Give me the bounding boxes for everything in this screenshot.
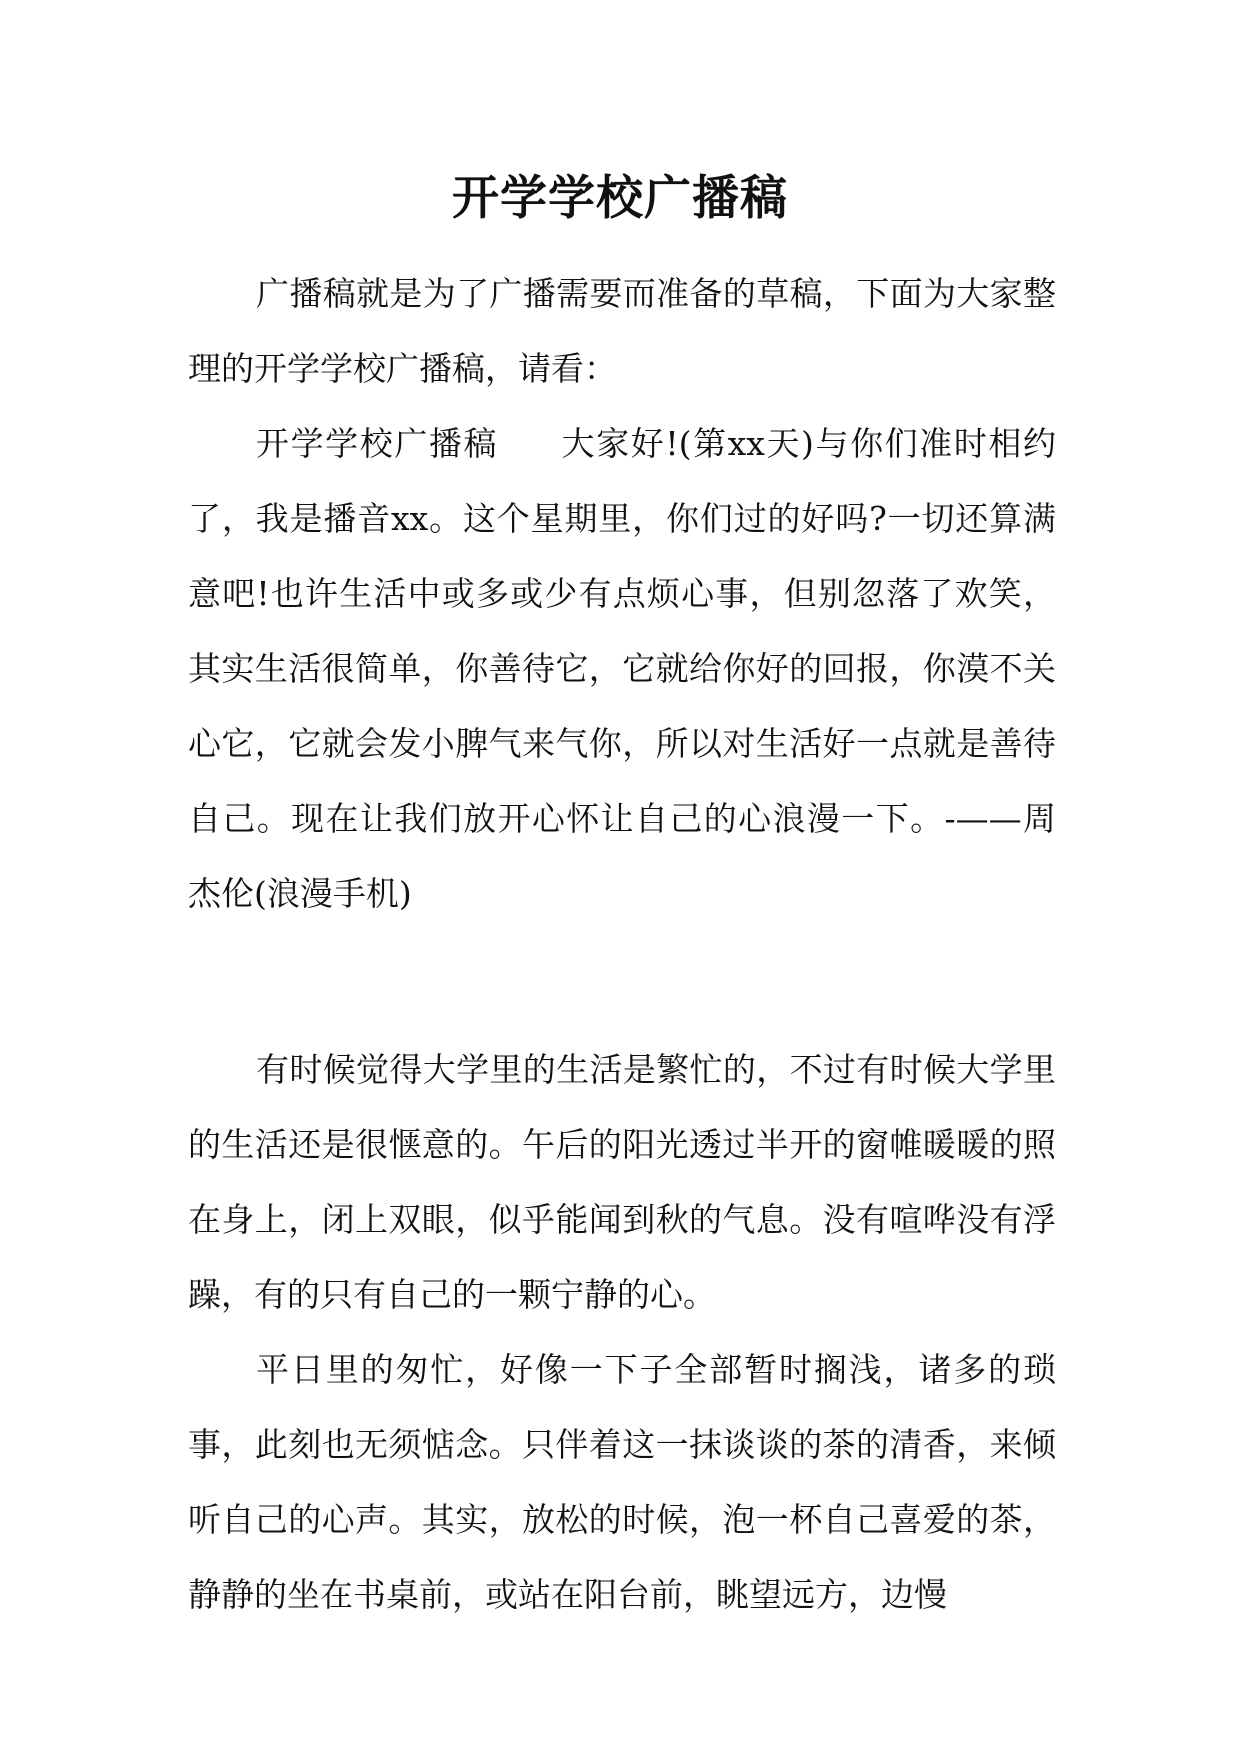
intro-paragraph: 广播稿就是为了广播需要而准备的草稿，下面为大家整理的开学学校广播稿，请看： (188, 274, 1056, 388)
tea-paragraph: 平日里的匆忙，好像一下子全部暂时搁浅，诸多的琐事，此刻也无须惦念。只伴着这一抹谈谈的茶的清香，来倾听自己的心声。其实，放松的时候，泡一杯自己喜爱的茶，静静的坐在书桌前，或站在阳台前，眺望远方，边慢 (188, 1350, 1056, 1614)
broadcast-paragraph (188, 406, 1056, 931)
broadcast-heading: 开学学校广播稿 (256, 424, 499, 463)
broadcast-text: 大家好!(第xx天)与你们准时相约了，我是播音xx。这个星期里，你们过的好吗?一切还算满意吧!也许生活中或多或少有点烦心事，但别忽落了欢笑，其实生活很简单，你善待它，它就给你好的回报，你漠不关心它，它就会发小脾气来气你，所以对生活好一点就是善待自己。现在让我们放开心怀让自己的心浪漫一下。-——周杰伦(浪漫手机) (188, 424, 1056, 913)
university-life-paragraph: 有时候觉得大学里的生活是繁忙的，不过有时候大学里的生活还是很惬意的。午后的阳光透过半开的窗帷暖暖的照在身上，闭上双眼，似乎能闻到秋的气息。没有喧哗没有浮躁，有的只有自己的一颗宁静的心。 (188, 1050, 1056, 1314)
document-title: 开学学校广播稿 (452, 171, 788, 226)
